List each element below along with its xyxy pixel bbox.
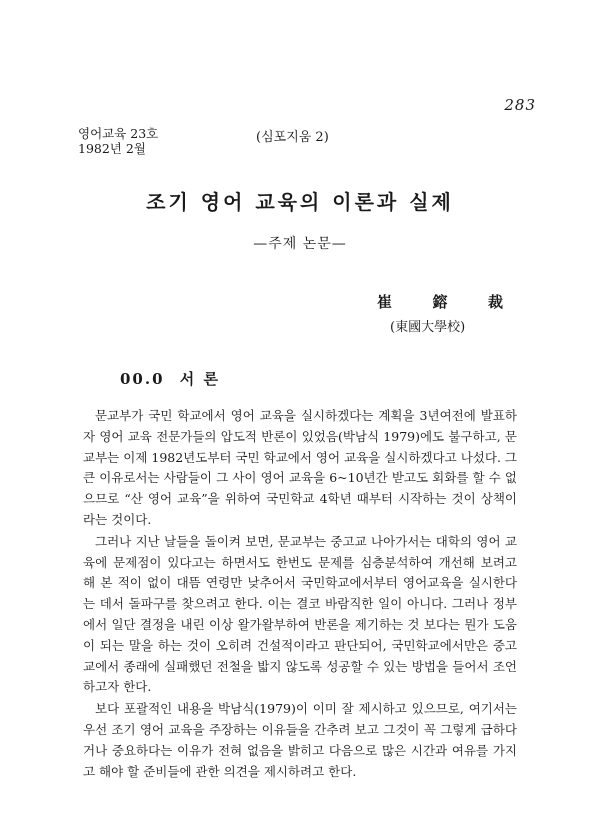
- author-name-char: 裁: [487, 293, 503, 311]
- journal-issue: 영어교육 23호: [78, 126, 159, 141]
- journal-date: 1982년 2월: [78, 141, 146, 156]
- symposium-label: (심포지움 2): [256, 130, 329, 145]
- author-name-char: 鎔: [432, 293, 448, 311]
- section-heading: [120, 368, 220, 389]
- paragraph: 보다 포괄적인 내용을 박남식(1979)이 이미 잘 제시하고 있으므로, 여기서는 우선 조기 영어 교육을 주장하는 이유들을 간추려 보고 그것이 꼭 그렇게 급하다거나 중요하다는 이유가 전혀 없음을 밝히고 다음으로 많은 시간과 여유를 가지고 해야 할 준비들에 관한 의견을 제시하려고 한다.: [83, 701, 517, 779]
- author-name-char: 崔: [377, 293, 393, 311]
- paper-subtitle: —주제 논문—: [253, 236, 347, 252]
- body-text: [83, 406, 517, 782]
- author-name: [377, 291, 503, 312]
- author-affiliation: (東國大學校): [390, 320, 466, 335]
- page-number: 283: [504, 96, 536, 114]
- paper-title: 조기 영어 교육의 이론과 실제: [146, 190, 454, 214]
- paragraph: 문교부가 국민 학교에서 영어 교육을 실시하겠다는 계획을 3년여전에 발표하자 영어 교육 전문가들의 압도적 반론이 있었음(박남식 1979)에도 불구하고, 문교부는 이제 1982년도부터 국민 학교에서 영어 교육을 실시하겠다고 나섰다. 그 큰 이유로서는 사람들이 그 사이 영어 교육을 6~10년간 받고도 회화를 할 수 없으므로 “산 영어 교육”을 위하여 국민학교 4학년 때부터 시작하는 것이 상책이라는 것이다.: [83, 408, 517, 527]
- journal-info: [78, 126, 158, 156]
- section-title: 서 론: [179, 370, 220, 388]
- paragraph: 그러나 지난 날들을 돌이켜 보면, 문교부는 중고교 나아가서는 대학의 영어 교육에 문제점이 있다고는 하면서도 한번도 문제를 심층분석하여 개선해 보려고 해 본 적이 없이 대뜸 연령만 낮추어서 국민학교에서부터 영어교육을 실시한다는 데서 돌파구를 찾으려고 한다. 이는 결코 바람직한 일이 아니다. 그러나 정부에서 일단 결정을 내린 이상 왈가왈부하여 반론을 제기하는 것 보다는 뭔가 도움이 되는 말을 하는 것이 오히려 건설적이라고 판단되어, 국민학교에서만은 중고교에서 종래에 실패했던 전철을 밟지 않도록 성공할 수 있는 방법을 들어서 조언하고자 한다.: [83, 533, 517, 695]
- section-number: 00.0: [120, 370, 165, 388]
